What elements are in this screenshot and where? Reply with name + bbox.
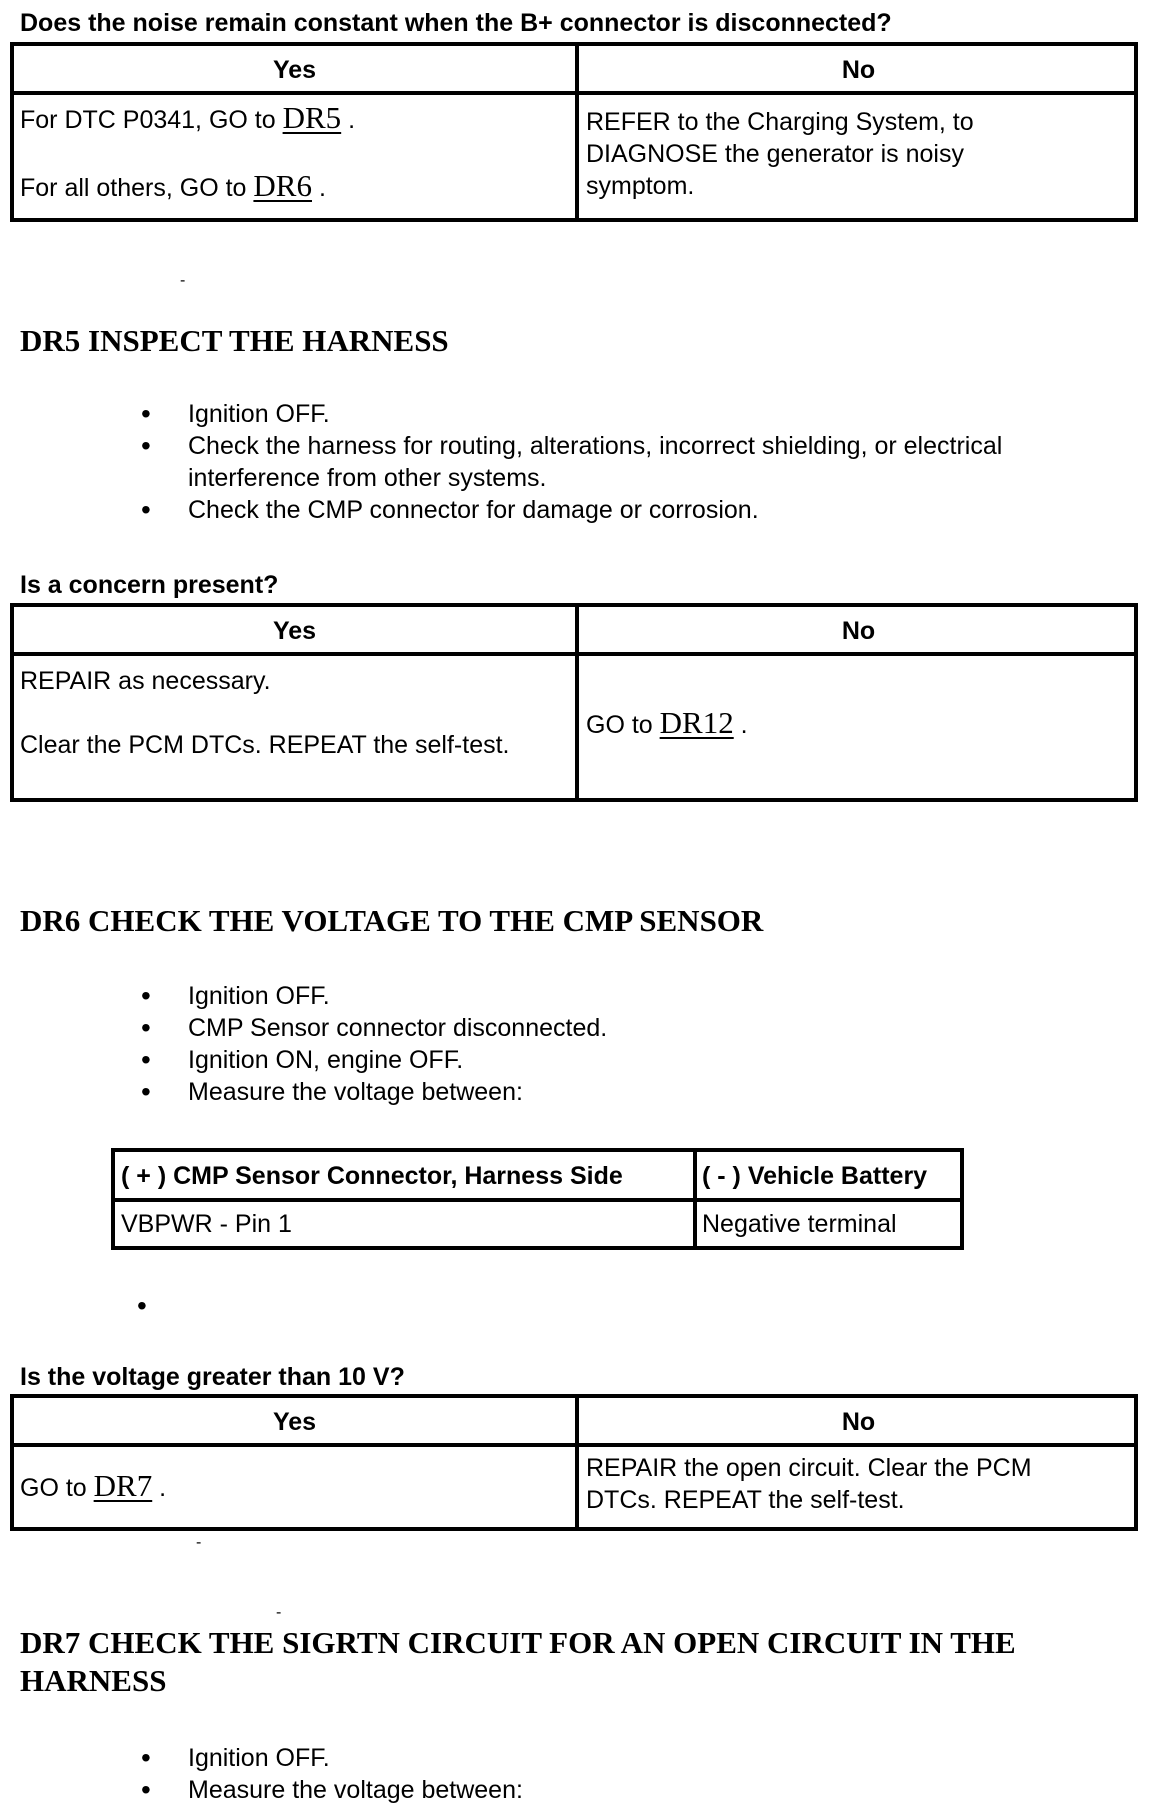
stray-dash: -: [180, 272, 186, 289]
measurement-table: [111, 1148, 964, 1250]
link-dr6[interactable]: DR6: [253, 168, 312, 203]
table-divider: [14, 652, 1134, 656]
empty-bullet: •: [137, 1290, 147, 1321]
list-item: • Measure the voltage between:: [141, 1076, 1041, 1108]
yes-cell-line1: For DTC P0341, GO to DR5 .: [20, 100, 356, 135]
no-cell: GO to DR12 .: [586, 705, 748, 740]
yes-cell: GO to DR7 .: [20, 1468, 167, 1503]
question-b-plus: Does the noise remain constant when the B+ connector is disconnected?: [20, 9, 892, 37]
decision-table-b-plus: [10, 42, 1138, 222]
table-divider: [14, 91, 1134, 95]
list-item: • Check the CMP connector for damage or corrosion.: [141, 494, 1101, 526]
dr6-heading: DR6 CHECK THE VOLTAGE TO THE CMP SENSOR: [20, 903, 764, 938]
dr7-heading: DR7 CHECK THE SIGRTN CIRCUIT FOR AN OPEN CIRCUIT IN THE HARNESS: [20, 1625, 1016, 1698]
link-dr7[interactable]: DR7: [93, 1468, 153, 1503]
list-item: • Measure the voltage between:: [141, 1774, 1041, 1806]
no-cell: REPAIR the open circuit. Clear the PCM DTCs. REPEAT the self-test.: [586, 1454, 1032, 1514]
no-header: No: [841, 617, 876, 645]
list-item: • Ignition OFF.: [141, 398, 1101, 430]
meas-header-positive: ( + ) CMP Sensor Connector, Harness Side: [121, 1162, 623, 1190]
dr5-steps: [141, 398, 1101, 526]
yes-header: Yes: [272, 617, 317, 645]
list-item: • Ignition OFF.: [141, 1742, 1041, 1774]
list-item: • Ignition ON, engine OFF.: [141, 1044, 1041, 1076]
no-header: No: [841, 56, 876, 84]
decision-table-concern: [10, 603, 1138, 802]
yes-header: Yes: [272, 56, 317, 84]
dr5-heading: DR5 INSPECT THE HARNESS: [20, 323, 449, 358]
meas-header-negative: ( - ) Vehicle Battery: [702, 1162, 928, 1190]
no-header: No: [841, 1408, 876, 1436]
dr6-steps: [141, 980, 1041, 1108]
list-item: • Ignition OFF.: [141, 980, 1041, 1012]
yes-header: Yes: [272, 1408, 317, 1436]
yes-cell-line2: For all others, GO to DR6 .: [20, 168, 326, 203]
decision-table-voltage: [10, 1394, 1138, 1531]
table-divider: [14, 1443, 1134, 1447]
stray-dash: -: [196, 1534, 202, 1551]
link-dr5[interactable]: DR5: [282, 100, 342, 135]
yes-cell-line2: Clear the PCM DTCs. REPEAT the self-test.: [20, 731, 510, 759]
meas-positive: VBPWR - Pin 1: [121, 1210, 292, 1238]
link-dr12[interactable]: DR12: [659, 705, 734, 740]
yes-cell-line1: REPAIR as necessary.: [20, 667, 271, 695]
stray-dash: -: [276, 1604, 282, 1621]
meas-negative: Negative terminal: [702, 1210, 897, 1238]
list-item: • CMP Sensor connector disconnected.: [141, 1012, 1041, 1044]
question-voltage: Is the voltage greater than 10 V?: [20, 1363, 405, 1391]
question-concern: Is a concern present?: [20, 571, 279, 599]
list-item: • Check the harness for routing, alterations, incorrect shielding, or electrical interference from other systems.: [141, 430, 1101, 494]
table-divider: [115, 1198, 960, 1202]
no-cell: REFER to the Charging System, to DIAGNOSE the generator is noisy symptom.: [586, 108, 974, 200]
dr7-steps: [141, 1742, 1041, 1806]
